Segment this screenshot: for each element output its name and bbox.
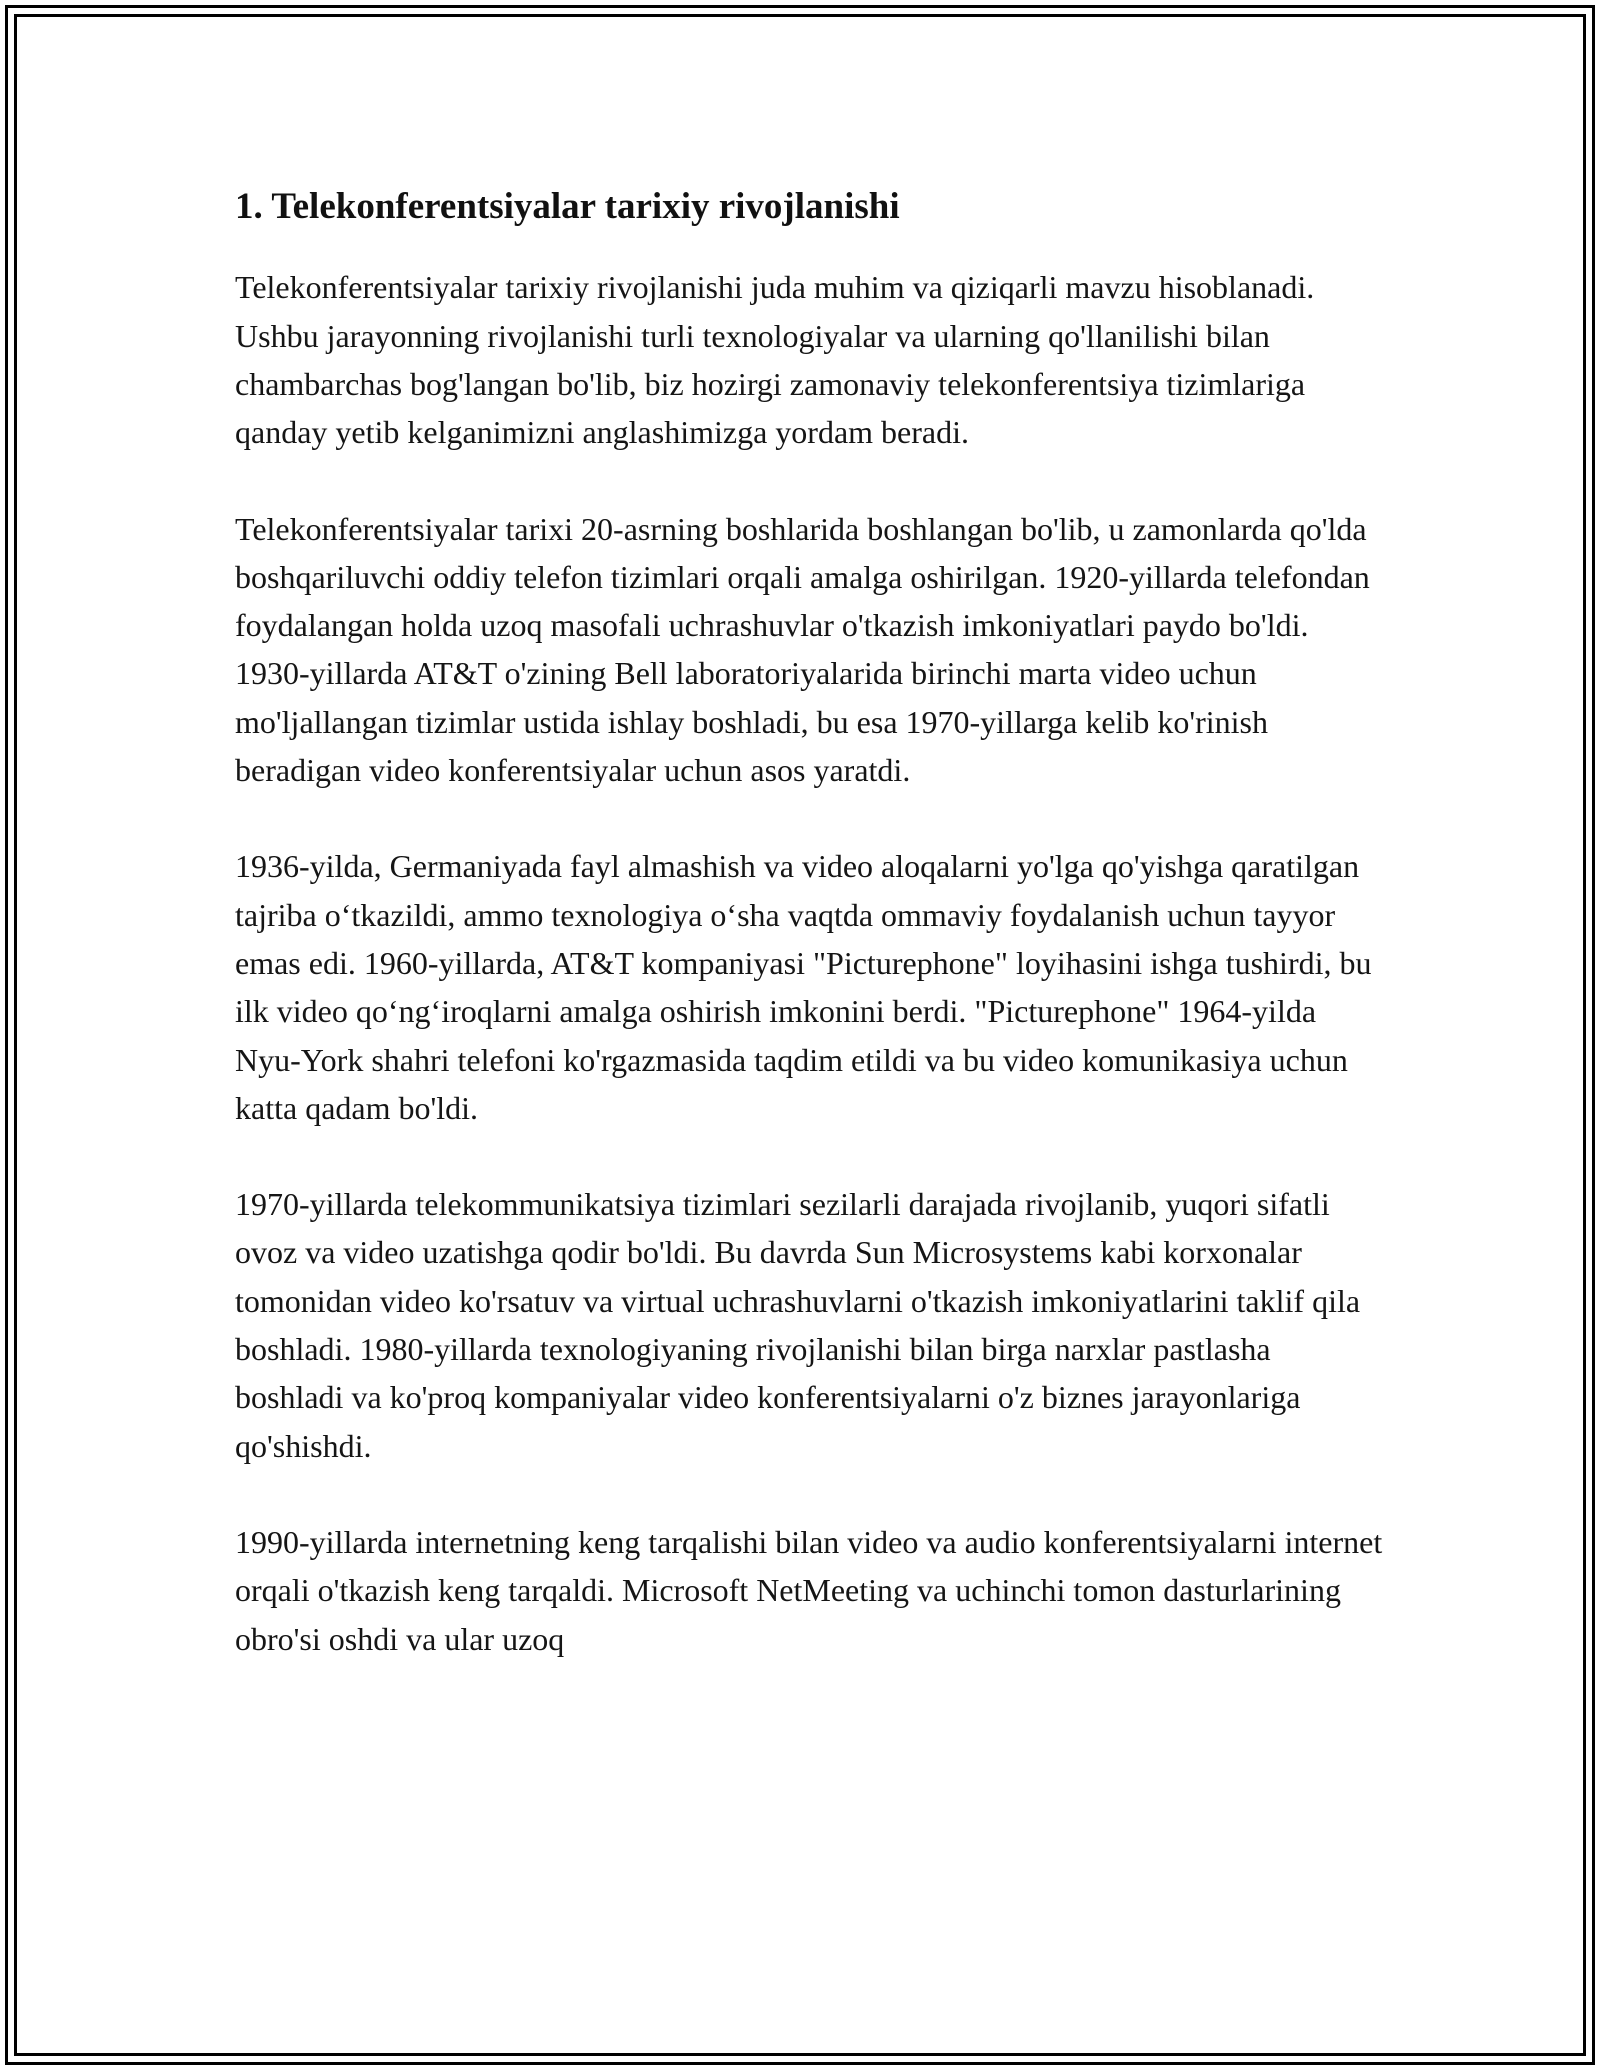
paragraph-early-history: Telekonferentsiyalar tarixi 20-asrning boshlarida boshlangan bo'lib, u zamonlarda qo'lda boshqariluvchi oddiy telefon tizimlari orqali amalga oshirilgan. 1920-yillarda telefondan foydalangan holda uzoq masofali uchrashuvlar o'tkazish imkoniyatlari paydo bo'ldi. 1930-yillarda AT&T o'zining Bell laboratoriyalarida birinchi marta video uchun mo'ljallangan tizimlar ustida ishlay boshladi, bu esa 1970-yillarga kelib ko'rinish beradigan video konferentsiyalar uchun asos yaratdi. xyxy=(235,510,1370,789)
paragraph-intro: Telekonferentsiyalar tarixiy rivojlanishi juda muhim va qiziqarli mavzu hisoblanadi. Ushbu jarayonning rivojlanishi turli texnologiyalar va ularning qo'llanilishi bilan chambarchas bog'langan bo'lib, biz hozirgi zamonaviy telekonferentsiya tizimlariga qanday yetib kelganimizni anglashimizga yordam beradi. xyxy=(235,269,1315,451)
paragraph-1970s-1980s: 1970-yillarda telekommunikatsiya tizimlari sezilarli darajada rivojlanib, yuqori sifatli ovoz va video uzatishga qodir bo'ldi. Bu davrda Sun Microsystems kabi korxonalar tomonidan video ko'rsatuv va virtual uchrashuvlarni o'tkazish imkoniyatlarini taklif qila boshladi. 1980-yillarda texnologiyaning rivojlanishi bilan birga narxlar pastlasha boshladi va ko'proq kompaniyalar video konferentsiyalarni o'z biznes jarayonlariga qo'shishdi. xyxy=(235,1186,1361,1464)
section-heading: 1. Telekonferentsiyalar tarixiy rivojlanishi xyxy=(235,186,900,227)
paragraph-1990s: 1990-yillarda internetning keng tarqalishi bilan video va audio konferentsiyalarni internet orqali o'tkazish keng tarqaldi. Microsoft NetMeeting va uchinchi tomon dasturlarining obro'si oshdi va ular uzoq xyxy=(235,1523,1383,1657)
paragraph-picturephone: 1936-yilda, Germaniyada fayl almashish va video aloqalarni yo'lga qo'yishga qaratilgan tajriba o‘tkazildi, ammo texnologiya o‘sha vaqtda ommaviy foydalanish uchun tayyor emas edi. 1960-yillarda, AT&T kompaniyasi "Picturephone" loyihasini ishga tushirdi, bu ilk video qo‘ng‘iroqlarni amalga oshirish imkonini berdi. "Picturephone" 1964-yilda Nyu-York shahri telefoni ko'rgazmasida taqdim etildi va bu video komunikasiya uchun katta qadam bo'ldi. xyxy=(235,848,1372,1126)
document-body xyxy=(235,185,1385,1711)
